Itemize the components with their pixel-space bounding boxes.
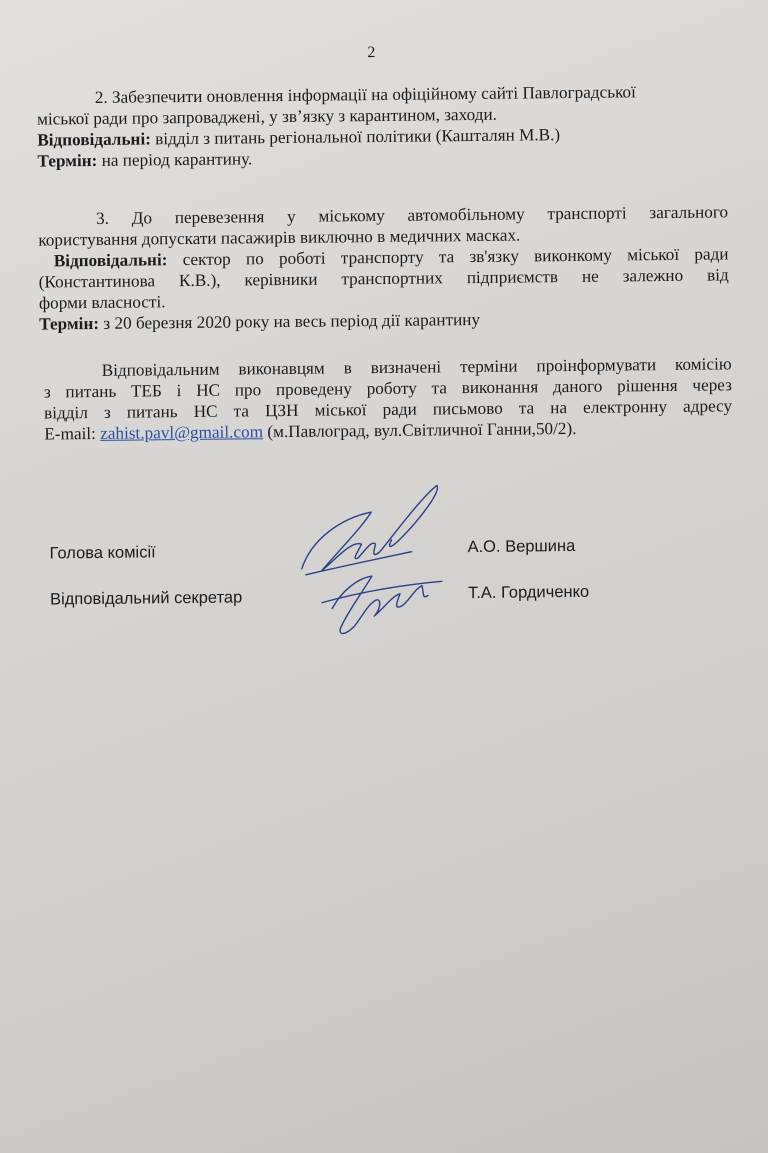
item-3-line-1: 3. До перевезення у міському автомобільному транспорті загального — [95, 202, 729, 228]
secretary-signature-underline — [322, 581, 442, 602]
email-link[interactable]: zahist.pavl@gmail.com — [100, 422, 264, 443]
item-2-responsible-text: відділ з питань регіональної політики (Кашталян М.В.) — [155, 125, 561, 149]
closing-line-1: Відповідальним виконавцям в визначені терміни проінформувати комісію — [101, 354, 732, 380]
item-2-term-text: на період карантину. — [101, 149, 253, 170]
item-3-responsible-line-3: форми власності. — [38, 292, 166, 313]
chair-signature-stroke — [301, 485, 438, 570]
closing-line-3: відділ з питань НС та ЦЗН міської ради письмово та на електронну адресу — [44, 396, 733, 423]
item-3-responsible-label: Відповідальні: — [53, 250, 168, 271]
item-2-responsible-label: Відповідальні: — [37, 129, 151, 150]
item-3-responsible-line-2: (Константинова К.В.), керівники транспортних підприємств не залежно від — [38, 265, 729, 292]
item-3-line-2: користування допускати пасажирів виключно в медичних масках. — [38, 225, 521, 250]
item-3-term-text: з 20 березня 2020 року на весь період дії карантину — [103, 309, 481, 333]
page-number: 2 — [367, 44, 376, 62]
closing-line-2: з питань ТЕБ і НС про проведену роботу та виконання даного рішення через — [43, 375, 732, 402]
handwritten-signatures — [291, 477, 463, 649]
secretary-name: Т.А. Гордиченко — [467, 582, 590, 603]
item-2 — [37, 80, 728, 171]
item-2-line-1: 2. Забезпечити оновлення інформації на офіційному сайті Павлоградської — [94, 82, 636, 107]
item-3-term-label: Термін: — [39, 313, 100, 334]
chair-signature-underline — [306, 552, 412, 575]
closing-paragraph — [44, 353, 733, 444]
email-prefix: E-mail: — [44, 423, 96, 444]
item-3-responsible-line-1: сектор по роботі транспорту та зв'язку виконкому міської ради — [182, 244, 729, 270]
item-3 — [38, 201, 729, 334]
address-text: (м.Павлоград, вул.Світличної Ганни,50/2). — [267, 418, 577, 442]
item-2-term-label: Термін: — [37, 150, 98, 171]
chair-name: А.О. Вершина — [467, 536, 576, 557]
item-2-line-2: міської ради про запроваджені, у зв’язку з карантином, заходи. — [36, 104, 497, 129]
secretary-title: Відповідальний секретар — [49, 588, 243, 609]
chair-title: Голова комісії — [49, 543, 156, 563]
